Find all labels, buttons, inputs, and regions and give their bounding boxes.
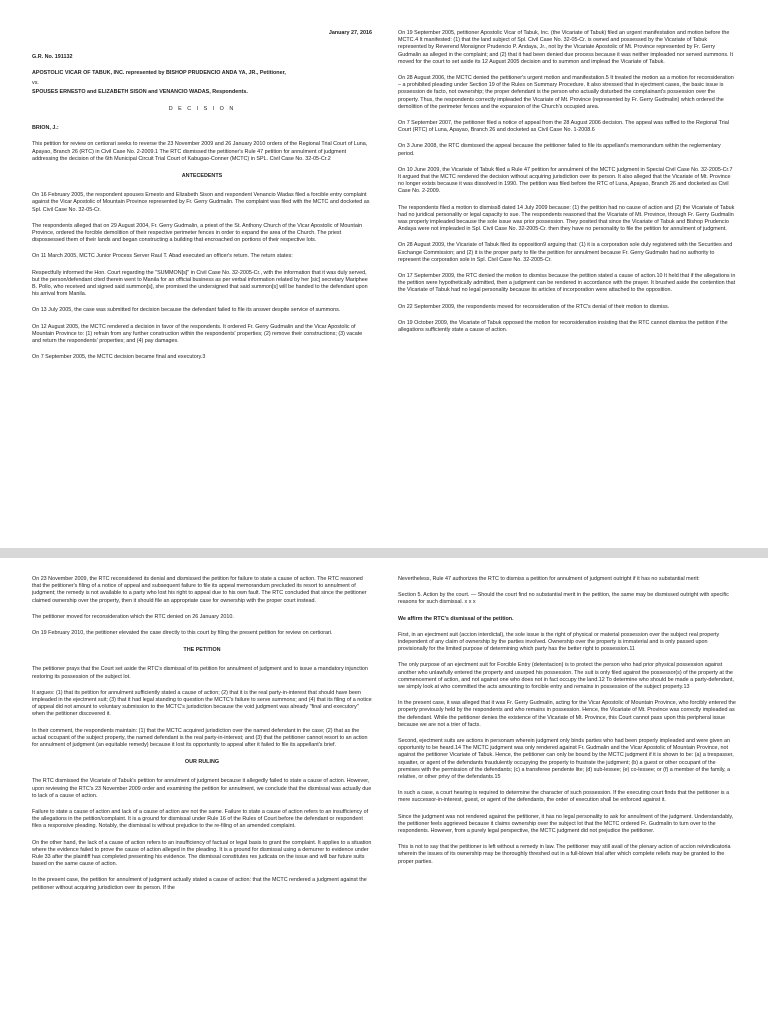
paragraph: In such a case, a court hearing is required to determine the character of such possession. If the executing court finds that the petitioner is a mere successor-in-interest, guest, or agent of the defendants, the order of execution shall be enforced against it. xyxy=(398,790,730,804)
case-number: G.R. No. 191132 xyxy=(32,54,73,61)
quoted-paragraph: Respectfully informed the Hon. Court regarding the "SUMMON[s]" in Civil Case No. 32-2005-Cr., with the information that it was duly served, but the person/defendant cited therein went to Manila for an official business as per verbal information related by her [sic] secretary Mariphee B. Pollo, who received and signed said summon[s], she promised the undersigned that said summon[s] will be handed to the defendant upon his arrival from Manila. xyxy=(32,269,368,298)
respondents-name: SPOUSES ERNESTO and ELIZABETH SISON and VENANCIO WADAS, Respondents. xyxy=(32,88,248,95)
paragraph: On 11 March 2005, MCTC Junior Process Server Raul T. Abad executed an officer's return. The return states: xyxy=(32,253,293,260)
page-one-left-column xyxy=(32,0,372,370)
decision-heading: D E C I S I O N xyxy=(168,106,236,113)
page-two-right-column xyxy=(398,558,736,875)
paragraph: On 16 February 2005, the respondent spouses Ernesto and Elizabeth Sison and respondent Venancio Wadas filed a forcible entry complaint against the Vicar Apostolic of Mountain Province represented by Fr. Gerry Gudmalin. The complaint was filed with the MCTC and docketed as Spl. Civil Case No. 32-05-Cr. xyxy=(32,192,370,213)
paragraph: We affirm the RTC's dismissal of the petition. xyxy=(398,615,514,622)
paragraph: The RTC dismissed the Vicariate of Tabuk's petition for annulment of judgment because it allegedly failed to state a cause of action. However, upon reviewing the RTC's 23 November 2009 order and examining the petition for annulment, we conclude that the dismissal was actually due to lack of a cause of action. xyxy=(32,778,372,799)
paragraph: The respondents filed a motion to dismiss8 dated 14 July 2009 because: (1) the petition had no cause of action and (2) the Vicariate of Tabuk had no juridical personality or legal capacity to sue. The respondents reasoned that the Vicariate of Mt. Province, through Fr. Gerry Gudmalin was properly impleaded because the sole issue was prior possession. They posited that since the Vicariate of Tabuk and Bishop Prudencio Andaya were not impleaded in Spl. Civil Case No. 32-2005-Cr. then they have no personality to file the petition for annulment of judgment. xyxy=(398,204,735,233)
ponente: BRION, J.: xyxy=(32,125,59,132)
paragraph: The petitioner moved for reconsideration which the RTC denied on 26 January 2010. xyxy=(32,613,234,620)
page-two xyxy=(0,558,768,1024)
paragraph: Since the judgment was not rendered against the petitioner, it has no legal personality to ask for annulment of the judgment. Understandably, the petitioner feels aggrieved because it claims ownership over the subject lot that the MCTC ordered Fr. Gudmalin to turn over to the respondents. However, from a purely legal perspective, the MCTC judgment did not prejudice the petitioner. xyxy=(398,813,734,835)
paragraph: On 7 September 2007, the petitioner filed a notice of appeal from the 28 August 2006 decision. The appeal was raffled to the Regional Trial Court (RTC) of Luna, Apayao, Branch 26 and docketed as Civil Case No. 1-2008.6 xyxy=(398,120,729,134)
versus-label: vs. xyxy=(32,79,39,86)
page-two-left-column xyxy=(32,558,372,901)
decision-date: January 27, 2016 xyxy=(328,30,372,36)
paragraph: On 17 September 2009, the RTC denied the motion to dismiss because the petition stated a cause of action.10 It held that if the allegations in the petition were hypothetically admitted, then a judgment can be rendered in accordance with the prayer. It brushed aside the contention that the Vicariate of Tabuk had no legal personality because its articles of incorporation were attached to the opposition. xyxy=(398,273,736,294)
paragraph: On 19 October 2009, the Vicariate of Tabuk opposed the motion for reconsideration insisting that the RTC cannot dismiss the petition if the allegations sufficiently state a cause of action. xyxy=(398,319,728,334)
section-heading-ruling: OUR RULING xyxy=(184,759,220,766)
paragraph: Second, ejectment suits are actions in personam wherein judgment only binds parties who had been properly impleaded and were given an opportunity to be heard.14 The MCTC judgment was only rendered against Fr. Gudmalin and the Vicar Apostolic of Mountain Province, not against the petitioner Vicariate of Tabuk. Hence, the petitioner can only be bound by the MCTC judgment if it is shown to be: (a) a trespasser, squatter, or agent of the defendants fraudulently occupying the property to frustrate the judgment; (b) a guest or other occupant of the premises with the permission of the defendants; (c) a transferee pendente lite; (d) sub-lessee; (e) co-lessee; or (f) a member of the family, a relative, or other privy of the defendants.15 xyxy=(398,738,734,781)
quoted-rule: Section 5. Action by the court. — Should the court find no substantial merit in the petition, the same may be dismissed outright with specific reasons for such dismissal. x x x xyxy=(398,592,729,606)
paragraph: On 7 September 2005, the MCTC decision became final and executory.3 xyxy=(32,354,206,361)
petitioner-name: APOSTOLIC VICAR OF TABUK, INC. represented by BISHOP PRUDENCIO ANDA YA, JR., Petitioner, xyxy=(32,70,286,77)
paragraph: In their comment, the respondents maintain: (1) that the MCTC acquired jurisdiction over the named defendant in the case; (2) that as the actual occupant of the subject property, the named defendant is the real party-in-interest; and (3) that the petitioner cannot resort to an action for annulment of judgment (an equitable remedy) because it lost its opportunity to appeal after it failed to file its appellant's brief. xyxy=(32,727,368,749)
paragraph: On 12 August 2005, the MCTC rendered a decision in favor of the respondents. It ordered Fr. Gerry Gudmalin and the Vicar Apostolic of Mountain Province to: (1) refrain from any further construction within the respondents' properties; (2) remove their constructions; (3) vacate and return the respondents' properties; and (4) pay damages. xyxy=(32,323,363,345)
section-heading-antecedents: ANTECEDENTS xyxy=(181,173,223,180)
paragraph: In the present case, it was alleged that it was Fr. Gerry Gudmalin, acting for the Vicar Apostolic of Mountain Province, who forcibly entered the property previously held by the respondents and who remains in possession. Hence, the Vicariate of Mt. Province was correctly impleaded as the defendant. While the petitioner denies the existence of the Vicariate of Mt. Province, this Court cannot pass upon this peripheral issue because we are not a trier of facts. xyxy=(398,700,736,728)
paragraph: On 13 July 2005, the case was submitted for decision because the defendant failed to file its answer despite service of summons. xyxy=(32,307,341,314)
paragraph: This petition for review on certiorari seeks to reverse the 23 November 2009 and 26 January 2010 orders of the Regional Trial Court of Luna, Apayao, Branch 26 (RTC) in Civil Case No. 2-2009.1 The RTC dismissed the petitioner's Rule 47 petition for annulment of judgment addressing the decision of the 6th Municipal Circuit Trial Court of Kabugao-Conner (MCTC) in SPL. Civil Case No. 32-05-Cr.2 xyxy=(32,141,368,162)
paragraph: Nevertheless, Rule 47 authorizes the RTC to dismiss a petition for annulment of judgment outright if it has no substantial merit: xyxy=(398,576,700,582)
paragraph: First, in an ejectment suit (accion interdictal), the sole issue is the right of physical or material possession over the subject real property independent of any claim of ownership by the parties involved. Ownership over the property is immaterial and is only passed upon provisionally for the limited purpose of determining which party has the better right to possession.11 xyxy=(398,631,720,653)
paragraph: The only purpose of an ejectment suit for Forcible Entry (detentacion) is to protect the person who had prior physical possession against another who unlawfully entered the property and usurped his possession. The suit is only filed against the possessor(s) of the property at the commencement of action, and not against one who does not in fact occupy the land.12 To determine who should be made a party-defendant, we simply look at who committed the acts amounting to forcible entry and remains in possession of the subject property.13 xyxy=(398,662,734,691)
paragraph: Failure to state a cause of action and lack of a cause of action are not the same. Failure to state a cause of action refers to an insufficiency of the allegations in the petition/complaint. It is a ground for dismissal under Rule 16 of the Rules of Court before the defendant or respondent files a responsive pleading. Notably, the dismissal is without prejudice to the re-filing of an amended complaint. xyxy=(32,809,369,830)
paragraph: On 19 September 2005, petitioner Apostolic Vicar of Tabuk, Inc. (the Vicariate of Tabuk) filed an urgent manifestation and motion before the MCTC.4 It manifested: (1) that the land subject of Spl. Civil Case No. 32-05-Cr. is owned and possessed by the Vicariate of Tabuk represented by Reverend Monsignor Prudencio P. Andaya, Jr., not by the Vicariate Apostolic of Mt. Province represented by Fr. Gerry Gudmalin as alleged in the complaint; and (2) that it had been denied due process because it was neither impleaded nor served summons. It moved for the court to set aside its 12 August 2005 decision and to summon and implead the Vicariate of Tabuk. xyxy=(398,30,734,65)
paragraph: The petitioner prays that the Court set aside the RTC's dismissal of its petition for annulment of judgment and to issue a mandatory injunction restoring its possession of the subject lot. xyxy=(32,666,368,680)
paragraph: The respondents alleged that on 29 August 2004, Fr. Gerry Gudmalin, a priest of the St. Anthony Church of the Vicar Apostolic of Mountain Province, ordered the forcible demolition of their respective perimeter fences in order to expand the area of the Church. The priest dispossessed them of their lands and began constructing a building that encroached on portions of their respective lots. xyxy=(32,222,363,244)
paragraph: On 23 November 2009, the RTC reconsidered its denial and dismissed the petition for failure to state a cause of action. The RTC reasoned that the petitioner's filing of a notice of appeal and subsequent failure to file its appeal memorandum precluded its resort to annulment of judgment; the remedy is not available to a party who lost his right to appeal due to his own fault. The RTC concluded that since the petitioner claimed ownership over the property, then it should file an appropriate case for ownership with the proper court instead. xyxy=(32,576,367,604)
paragraph: On 28 August 2006, the MCTC denied the petitioner's urgent motion and manifestation.5 It treated the motion as a motion for reconsideration – a prohibited pleading under Section 19 of the Rules on Summary Procedure. It also stressed that in ejectment cases, the basic issue is possession de facto, not ownership; the proper defendant is the person who actually disturbed the complainant's possession over the property. Thus, the respondents correctly impleaded the Vicariate of Mt. Province (represented by Fr. Gerry Gudmalin) which ordered the demolition of the perimeter fences and the expansion of the Church's occupied area. xyxy=(398,75,734,110)
paragraph: This is not to say that the petitioner is left without a remedy in law. The petitioner may still avail of the plenary action of accion reivindicatoria wherein the issues of its ownership may be thoroughly threshed out in a full-blown trial after which complete reliefs may be granted to the proper parties. xyxy=(398,844,731,865)
paragraph: It argues: (1) that its petition for annulment sufficiently stated a cause of action; (2) that it is the real party-in-interest that should have been impleaded in the ejectment suit; (3) that it had legal standing to question the MCTC's failure to serve summons; and (4) that its filing of a notice of appeal did not amount to voluntary submission to the MCTC's jurisdiction because the void judgment was already "final and executory" when the petitioner discovered it. xyxy=(32,689,372,718)
paragraph: On 28 August 2009, the Vicariate of Tabuk filed its opposition9 arguing that: (1) it is a corporation sole duly registered with the Securities and Exchange Commission; and (2) it is the proper party to file the petition for annulment because Fr. Gerry Gudmalin had no authority to represent the corporation sole in Spl. Civil Case No. 32-2005-Cr. xyxy=(398,242,733,263)
paragraph: On 3 June 2008, the RTC dismissed the appeal because the petitioner failed to file its appellant's memorandum within the reglementary period. xyxy=(398,143,721,157)
paragraph: On the other hand, the lack of a cause of action refers to an insufficiency of factual or legal basis to grant the complaint. It applies to a situation where the evidence failed to prove the cause of action alleged in the pleading. It is a ground for dismissal using a demurrer to evidence under Rule 33 after the plaintiff has completed presenting his evidence. The dismissal constitutes res judicata on the issue and will bar future suits based on the same cause of action. xyxy=(32,839,372,868)
paragraph: On 10 June 2009, the Vicariate of Tabuk filed a Rule 47 petition for annulment of the MCTC judgment in Special Civil Case No. 32-2005-Cr.7 It argued that the MCTC rendered the decision without acquiring jurisdiction over its person. It also alleged that the Vicariate of Mt. Province no longer exists because it was dissolved in 1990. The petition was filed before the RTC of Luna, Apayao, Branch 26 and docketed as Civil Case No. 2-2009. xyxy=(398,166,733,195)
page-one-right-column xyxy=(398,0,736,343)
paragraph: On 19 February 2010, the petitioner elevated the case directly to this court by filing the present petition for review on certiorari. xyxy=(32,630,333,637)
section-heading-petition: THE PETITION xyxy=(183,647,221,654)
paragraph: On 22 September 2009, the respondents moved for reconsideration of the RTC's denial of their motion to dismiss. xyxy=(398,303,670,310)
paragraph: In the present case, the petition for annulment of judgment actually stated a cause of action: that the MCTC rendered a judgment against the petitioner without acquiring jurisdiction over its person. If the xyxy=(32,877,367,891)
